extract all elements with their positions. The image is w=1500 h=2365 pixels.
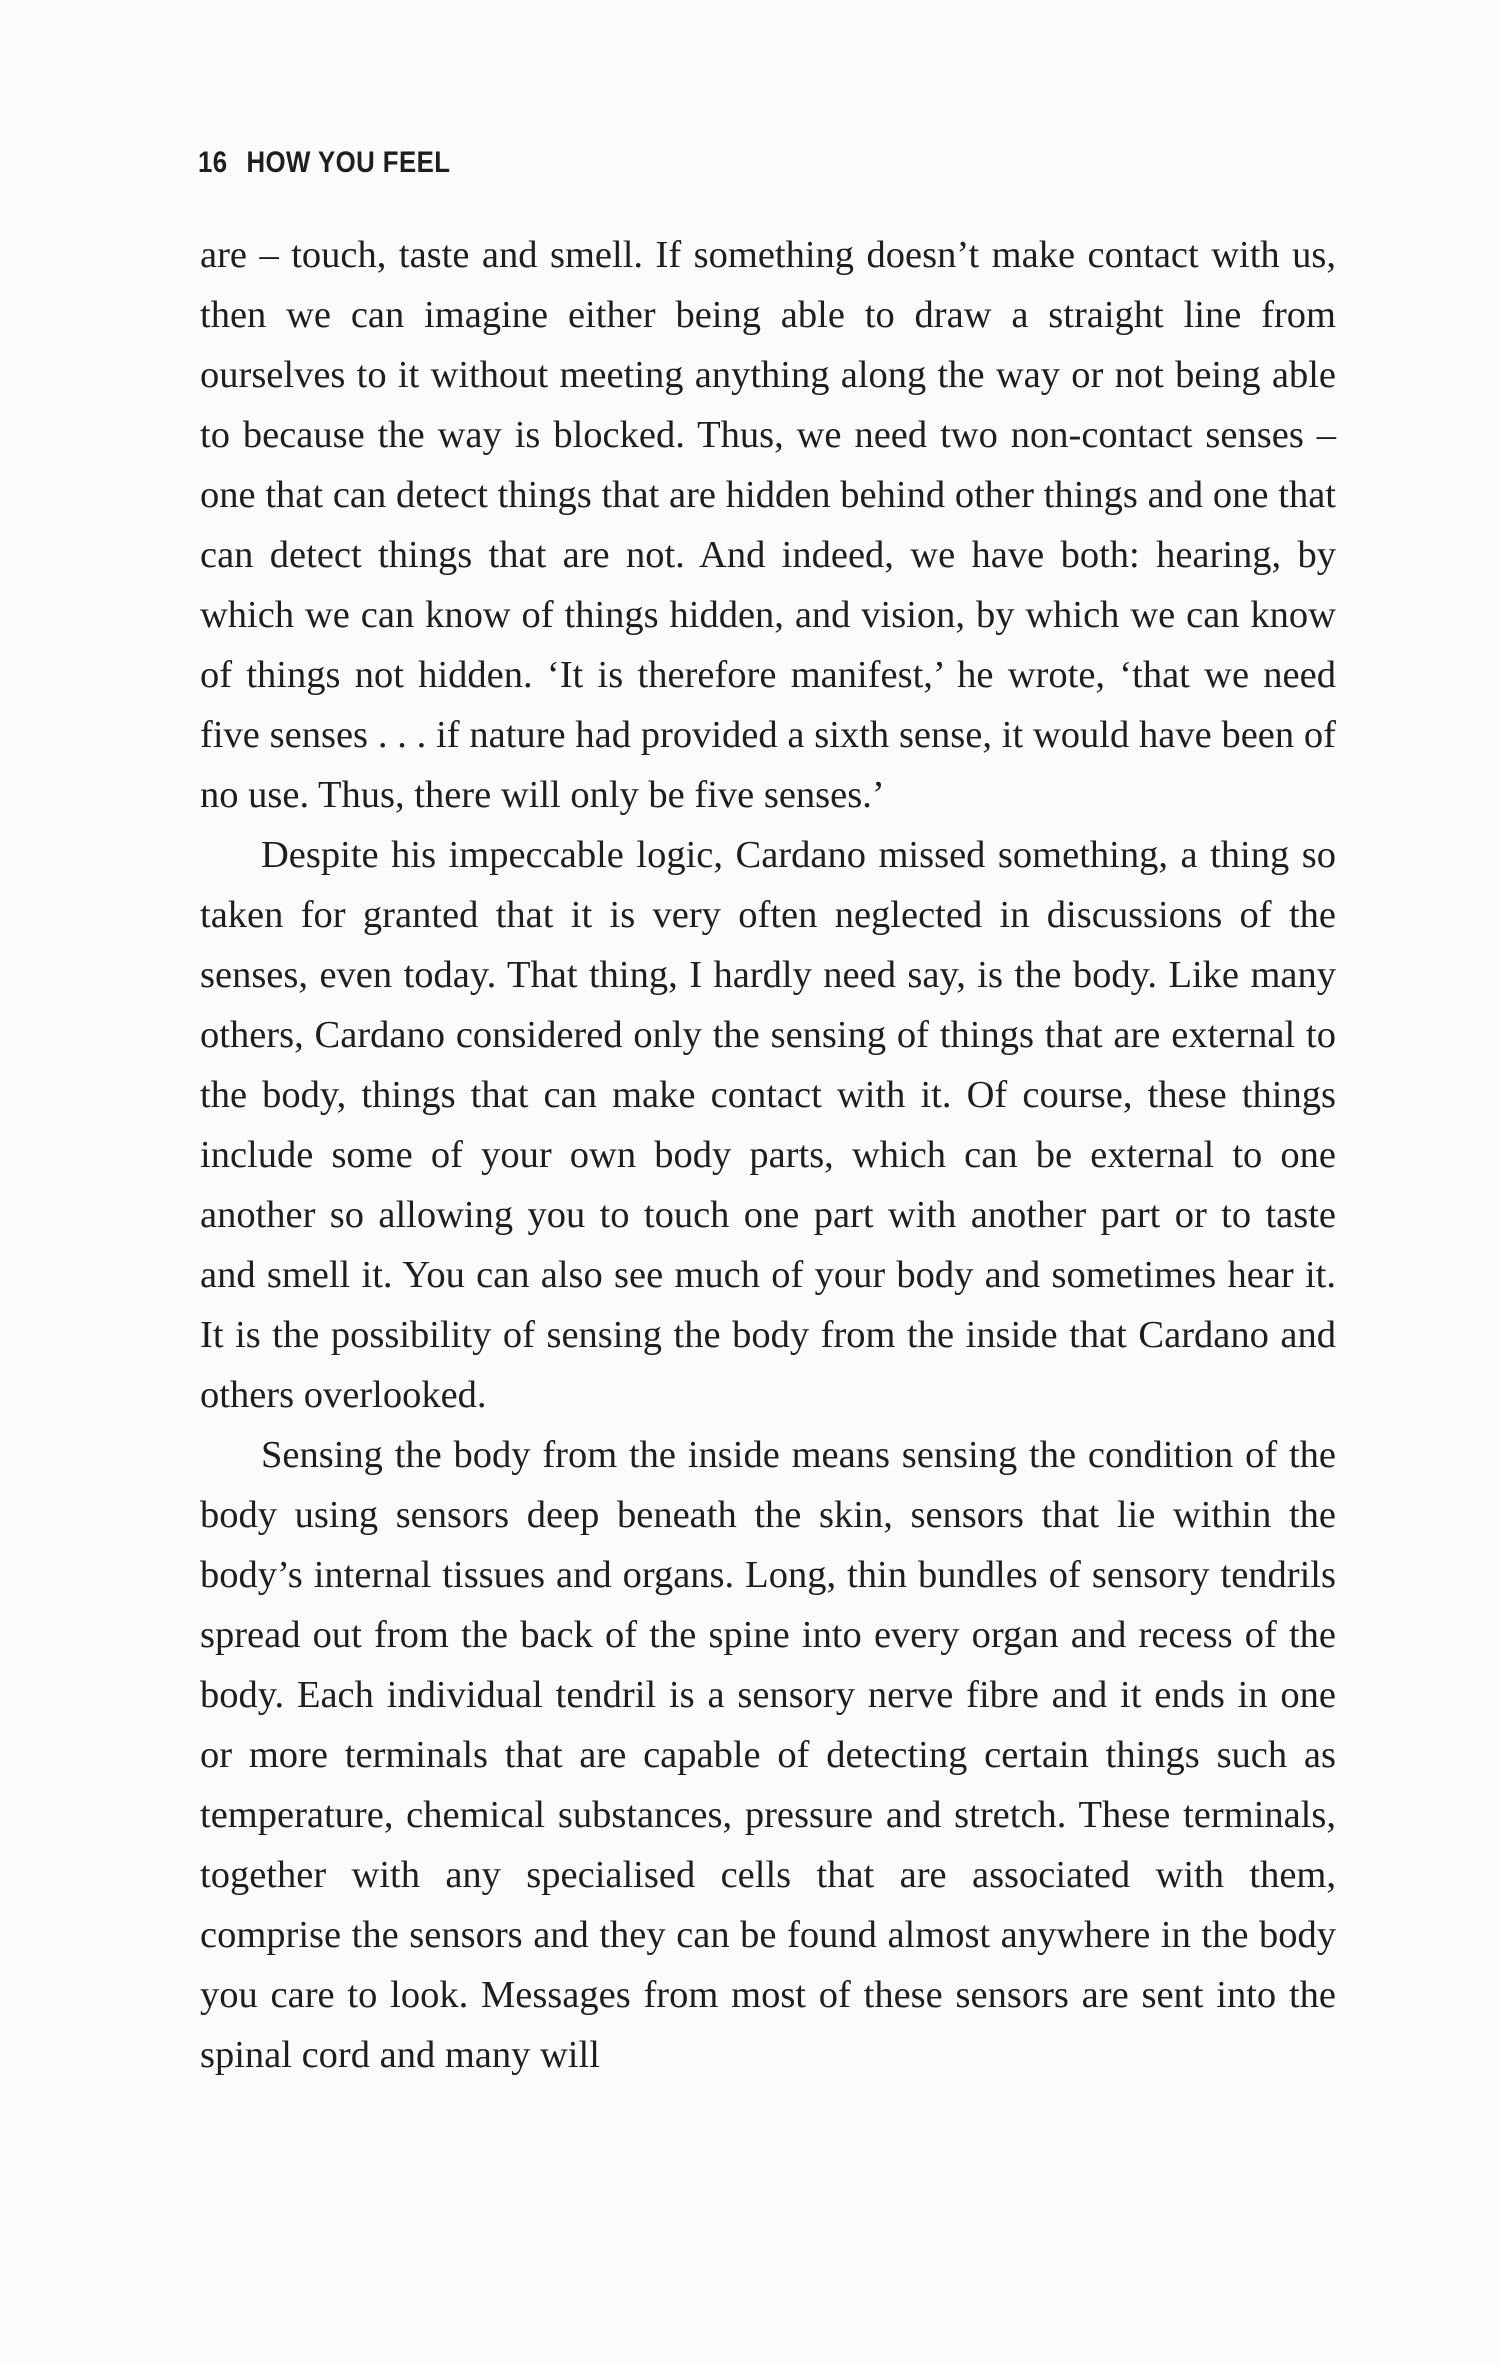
paragraph-1: are – touch, taste and smell. If something doesn’t make contact with us, then we can imagine either being able to draw a straight line from ourselves to it without meeting anything along the way or not being able to because the way is blocked. Thus, we need two non-contact senses – one that can detect things that are hidden behind other things and one that can detect things that are not. And indeed, we have both: hearing, by which we can know of things hidden, and vision, by which we can know of things not hidden. ‘It is therefore manifest,’ he wrote, ‘that we need five senses . . . if nature had provided a sixth sense, it would have been of no use. Thus, there will only be five senses.’ (200, 234, 1336, 816)
body-text (200, 225, 1336, 2085)
chapter-title: HOW YOU FEEL (246, 146, 451, 179)
running-head (198, 146, 450, 180)
page-number: 16 (198, 146, 228, 179)
paragraph-3: Sensing the body from the inside means sensing the condition of the body using sensors deep beneath the skin, sensors that lie within the body’s internal tissues and organs. Long, thin bundles of sensory tendrils spread out from the back of the spine into every organ and recess of the body. Each individual tendril is a sensory nerve fibre and it ends in one or more terminals that are capable of detecting certain things such as temperature, chemical substances, pressure and stretch. These terminals, together with any specialised cells that are associated with them, comprise the sensors and they can be found almost anywhere in the body you care to look. Messages from most of these sensors are sent into the spinal cord and many will (200, 1434, 1336, 2076)
paragraph-2: Despite his impeccable logic, Cardano missed something, a thing so taken for granted that it is very often neglected in discussions of the senses, even today. That thing, I hardly need say, is the body. Like many others, Cardano considered only the sensing of things that are external to the body, things that can make contact with it. Of course, these things include some of your own body parts, which can be external to one another so allowing you to touch one part with another part or to taste and smell it. You can also see much of your body and sometimes hear it. It is the possibility of sensing the body from the inside that Cardano and others overlooked. (200, 834, 1336, 1416)
